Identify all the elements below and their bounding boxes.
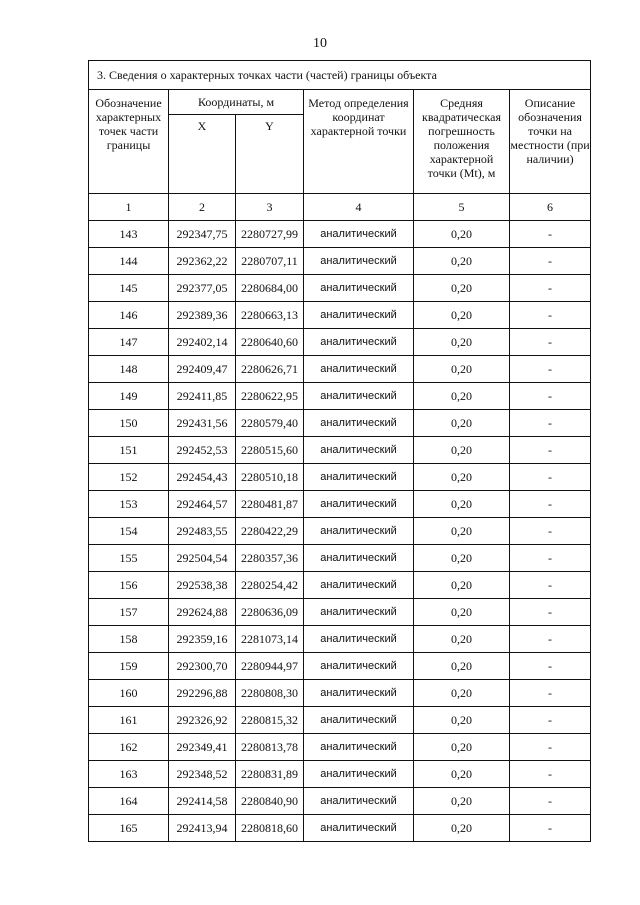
description-cell: - <box>510 248 591 275</box>
error-cell: 0,20 <box>414 734 510 761</box>
coord-x-cell: 292402,14 <box>169 329 236 356</box>
coord-y-cell: 2280626,71 <box>236 356 304 383</box>
column-number: 1 <box>89 194 169 221</box>
table-row <box>89 221 591 248</box>
coord-x-cell: 292300,70 <box>169 653 236 680</box>
error-cell: 0,20 <box>414 356 510 383</box>
header-y: Y <box>236 115 304 194</box>
point-number-cell: 155 <box>89 545 169 572</box>
coord-y-cell: 2280636,09 <box>236 599 304 626</box>
point-number-cell: 164 <box>89 788 169 815</box>
table-row <box>89 788 591 815</box>
coord-x-cell: 292538,38 <box>169 572 236 599</box>
description-cell: - <box>510 302 591 329</box>
table-row <box>89 383 591 410</box>
coord-x-cell: 292483,55 <box>169 518 236 545</box>
method-cell: аналитический <box>304 572 414 599</box>
coord-y-cell: 2280815,32 <box>236 707 304 734</box>
table-row <box>89 572 591 599</box>
table-row <box>89 653 591 680</box>
description-cell: - <box>510 788 591 815</box>
header-x: X <box>169 115 236 194</box>
point-number-cell: 157 <box>89 599 169 626</box>
table-row <box>89 734 591 761</box>
method-cell: аналитический <box>304 707 414 734</box>
error-cell: 0,20 <box>414 626 510 653</box>
coord-x-cell: 292377,05 <box>169 275 236 302</box>
error-cell: 0,20 <box>414 518 510 545</box>
column-number: 5 <box>414 194 510 221</box>
coord-x-cell: 292348,52 <box>169 761 236 788</box>
section-title: 3. Сведения о характерных точках части (частей) границы объекта <box>89 61 591 90</box>
point-number-cell: 148 <box>89 356 169 383</box>
coord-x-cell: 292452,53 <box>169 437 236 464</box>
point-number-cell: 162 <box>89 734 169 761</box>
coord-y-cell: 2280707,11 <box>236 248 304 275</box>
coord-y-cell: 2280663,13 <box>236 302 304 329</box>
point-number-cell: 160 <box>89 680 169 707</box>
description-cell: - <box>510 383 591 410</box>
description-cell: - <box>510 437 591 464</box>
table-row <box>89 680 591 707</box>
description-cell: - <box>510 707 591 734</box>
description-cell: - <box>510 329 591 356</box>
column-number: 6 <box>510 194 591 221</box>
method-cell: аналитический <box>304 356 414 383</box>
error-cell: 0,20 <box>414 410 510 437</box>
table-row <box>89 599 591 626</box>
method-cell: аналитический <box>304 410 414 437</box>
coord-y-cell: 2281073,14 <box>236 626 304 653</box>
method-cell: аналитический <box>304 221 414 248</box>
coord-x-cell: 292409,47 <box>169 356 236 383</box>
coord-y-cell: 2280684,00 <box>236 275 304 302</box>
point-number-cell: 145 <box>89 275 169 302</box>
error-cell: 0,20 <box>414 464 510 491</box>
point-number-cell: 151 <box>89 437 169 464</box>
error-cell: 0,20 <box>414 680 510 707</box>
table-body <box>89 221 591 842</box>
header-method: Метод определения координат характерной точки <box>304 90 414 194</box>
description-cell: - <box>510 221 591 248</box>
error-cell: 0,20 <box>414 275 510 302</box>
coord-x-cell: 292349,41 <box>169 734 236 761</box>
error-cell: 0,20 <box>414 788 510 815</box>
table-row <box>89 302 591 329</box>
coord-x-cell: 292504,54 <box>169 545 236 572</box>
point-number-cell: 143 <box>89 221 169 248</box>
description-cell: - <box>510 572 591 599</box>
method-cell: аналитический <box>304 464 414 491</box>
coord-x-cell: 292359,16 <box>169 626 236 653</box>
method-cell: аналитический <box>304 275 414 302</box>
method-cell: аналитический <box>304 680 414 707</box>
coord-x-cell: 292347,75 <box>169 221 236 248</box>
coord-y-cell: 2280818,60 <box>236 815 304 842</box>
column-number: 3 <box>236 194 304 221</box>
header-description: Описание обозначения точки на местности (при наличии) <box>510 90 591 194</box>
error-cell: 0,20 <box>414 815 510 842</box>
point-number-cell: 165 <box>89 815 169 842</box>
point-number-cell: 161 <box>89 707 169 734</box>
table-row <box>89 329 591 356</box>
coord-x-cell: 292411,85 <box>169 383 236 410</box>
coord-x-cell: 292414,58 <box>169 788 236 815</box>
error-cell: 0,20 <box>414 572 510 599</box>
coord-y-cell: 2280622,95 <box>236 383 304 410</box>
description-cell: - <box>510 356 591 383</box>
coord-y-cell: 2280481,87 <box>236 491 304 518</box>
error-cell: 0,20 <box>414 302 510 329</box>
method-cell: аналитический <box>304 815 414 842</box>
coord-y-cell: 2280813,78 <box>236 734 304 761</box>
table-row <box>89 356 591 383</box>
coord-y-cell: 2280808,30 <box>236 680 304 707</box>
point-number-cell: 163 <box>89 761 169 788</box>
coord-x-cell: 292454,43 <box>169 464 236 491</box>
point-number-cell: 156 <box>89 572 169 599</box>
point-number-cell: 147 <box>89 329 169 356</box>
table-row <box>89 626 591 653</box>
page-number: 10 <box>313 36 327 51</box>
coord-x-cell: 292296,88 <box>169 680 236 707</box>
description-cell: - <box>510 599 591 626</box>
error-cell: 0,20 <box>414 491 510 518</box>
method-cell: аналитический <box>304 329 414 356</box>
coord-y-cell: 2280422,29 <box>236 518 304 545</box>
table-row <box>89 437 591 464</box>
method-cell: аналитический <box>304 518 414 545</box>
method-cell: аналитический <box>304 788 414 815</box>
point-number-cell: 149 <box>89 383 169 410</box>
table-row <box>89 815 591 842</box>
coord-x-cell: 292624,88 <box>169 599 236 626</box>
error-cell: 0,20 <box>414 545 510 572</box>
method-cell: аналитический <box>304 599 414 626</box>
point-number-cell: 158 <box>89 626 169 653</box>
method-cell: аналитический <box>304 626 414 653</box>
method-cell: аналитический <box>304 491 414 518</box>
table-row <box>89 707 591 734</box>
description-cell: - <box>510 491 591 518</box>
coord-y-cell: 2280831,89 <box>236 761 304 788</box>
table-row <box>89 275 591 302</box>
table-row <box>89 518 591 545</box>
error-cell: 0,20 <box>414 653 510 680</box>
coord-y-cell: 2280579,40 <box>236 410 304 437</box>
method-cell: аналитический <box>304 653 414 680</box>
coord-y-cell: 2280727,99 <box>236 221 304 248</box>
description-cell: - <box>510 734 591 761</box>
method-cell: аналитический <box>304 734 414 761</box>
header-error: Средняя квадратическая погрешность положения характерной точки (Mt), м <box>414 90 510 194</box>
point-number-cell: 144 <box>89 248 169 275</box>
description-cell: - <box>510 410 591 437</box>
description-cell: - <box>510 815 591 842</box>
table-row <box>89 491 591 518</box>
coord-x-cell: 292326,92 <box>169 707 236 734</box>
description-cell: - <box>510 626 591 653</box>
coord-x-cell: 292431,56 <box>169 410 236 437</box>
error-cell: 0,20 <box>414 707 510 734</box>
point-number-cell: 150 <box>89 410 169 437</box>
error-cell: 0,20 <box>414 329 510 356</box>
coord-x-cell: 292362,22 <box>169 248 236 275</box>
point-number-cell: 146 <box>89 302 169 329</box>
description-cell: - <box>510 464 591 491</box>
coord-x-cell: 292413,94 <box>169 815 236 842</box>
description-cell: - <box>510 545 591 572</box>
method-cell: аналитический <box>304 761 414 788</box>
point-number-cell: 159 <box>89 653 169 680</box>
header-point: Обозначение характерных точек части границы <box>89 90 169 194</box>
coord-y-cell: 2280944,97 <box>236 653 304 680</box>
point-number-cell: 152 <box>89 464 169 491</box>
method-cell: аналитический <box>304 437 414 464</box>
column-number: 4 <box>304 194 414 221</box>
method-cell: аналитический <box>304 383 414 410</box>
coord-y-cell: 2280357,36 <box>236 545 304 572</box>
error-cell: 0,20 <box>414 221 510 248</box>
error-cell: 0,20 <box>414 761 510 788</box>
coord-y-cell: 2280510,18 <box>236 464 304 491</box>
point-number-cell: 154 <box>89 518 169 545</box>
error-cell: 0,20 <box>414 248 510 275</box>
table-row <box>89 410 591 437</box>
description-cell: - <box>510 275 591 302</box>
boundary-points-table <box>88 60 591 842</box>
coord-x-cell: 292464,57 <box>169 491 236 518</box>
error-cell: 0,20 <box>414 383 510 410</box>
table-row <box>89 761 591 788</box>
description-cell: - <box>510 761 591 788</box>
coord-x-cell: 292389,36 <box>169 302 236 329</box>
description-cell: - <box>510 653 591 680</box>
error-cell: 0,20 <box>414 599 510 626</box>
point-number-cell: 153 <box>89 491 169 518</box>
method-cell: аналитический <box>304 248 414 275</box>
table-row <box>89 464 591 491</box>
column-number: 2 <box>169 194 236 221</box>
description-cell: - <box>510 518 591 545</box>
description-cell: - <box>510 680 591 707</box>
coord-y-cell: 2280840,90 <box>236 788 304 815</box>
header-coordinates: Координаты, м <box>169 90 304 115</box>
method-cell: аналитический <box>304 545 414 572</box>
coord-y-cell: 2280515,60 <box>236 437 304 464</box>
method-cell: аналитический <box>304 302 414 329</box>
table-row <box>89 545 591 572</box>
error-cell: 0,20 <box>414 437 510 464</box>
table-row <box>89 248 591 275</box>
coord-y-cell: 2280254,42 <box>236 572 304 599</box>
coord-y-cell: 2280640,60 <box>236 329 304 356</box>
